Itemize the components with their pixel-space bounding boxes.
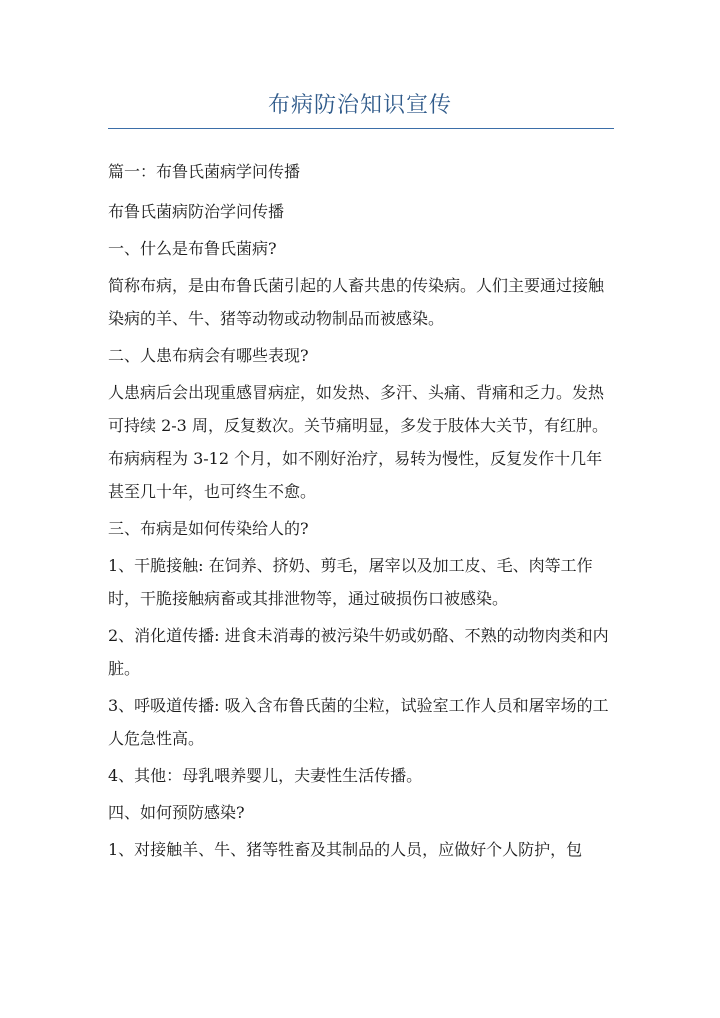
- paragraph-1: 简称布病，是由布鲁氏菌引起的人畜共患的传染病。人们主要通过接触染病的羊、牛、猪等动物或动物制品而被感染。: [108, 276, 605, 328]
- list-item-3: 3、呼吸道传播: 吸入含布鲁氏菌的尘粒，试验室工作人员和屠宰场的工人危急性高。: [108, 696, 609, 748]
- section-heading-4: 四、如何预防感染?: [108, 803, 245, 822]
- paragraph-2: 人患病后会出现重感冒病症，如发热、多汗、头痛、背痛和乏力。发热可持续 2-3 周，反复数次。关节痛明显，多发于肢体大关节，有红肿。布病病程为 3-12 个月，如不刚好治疗，易转为慢性，反复发作十几年甚至几十年，也可终生不愈。: [108, 383, 608, 501]
- section-heading-1: 一、什么是布鲁氏菌病?: [108, 239, 277, 258]
- section-heading-2: 二、人患布病会有哪些表现?: [108, 346, 309, 365]
- title-divider: [108, 128, 614, 129]
- list-item-4: 4、其他：母乳喂养婴儿，夫妻性生活传播。: [108, 766, 423, 785]
- chapter-heading: 篇一：布鲁氏菌病学问传播: [108, 162, 301, 181]
- section-heading-3: 三、布病是如何传染给人的?: [108, 519, 309, 538]
- list-item-2: 2、消化道传播: 进食未消毒的被污染牛奶或奶酪、不熟的动物肉类和内脏。: [108, 626, 609, 678]
- page-title: 布病防治知识宣传: [267, 93, 452, 118]
- list-item-1: 1、干脆接触: 在饲养、挤奶、剪毛，屠宰以及加工皮、毛、肉等工作时，干脆接触病畜或其排泄物等，通过破损伤口被感染。: [108, 556, 593, 608]
- document-body: [108, 155, 614, 866]
- list-item-5: 1、对接触羊、牛、猪等牲畜及其制品的人员，应做好个人防护，包: [108, 840, 583, 859]
- article-heading: 布鲁氏菌病防治学问传播: [108, 202, 285, 221]
